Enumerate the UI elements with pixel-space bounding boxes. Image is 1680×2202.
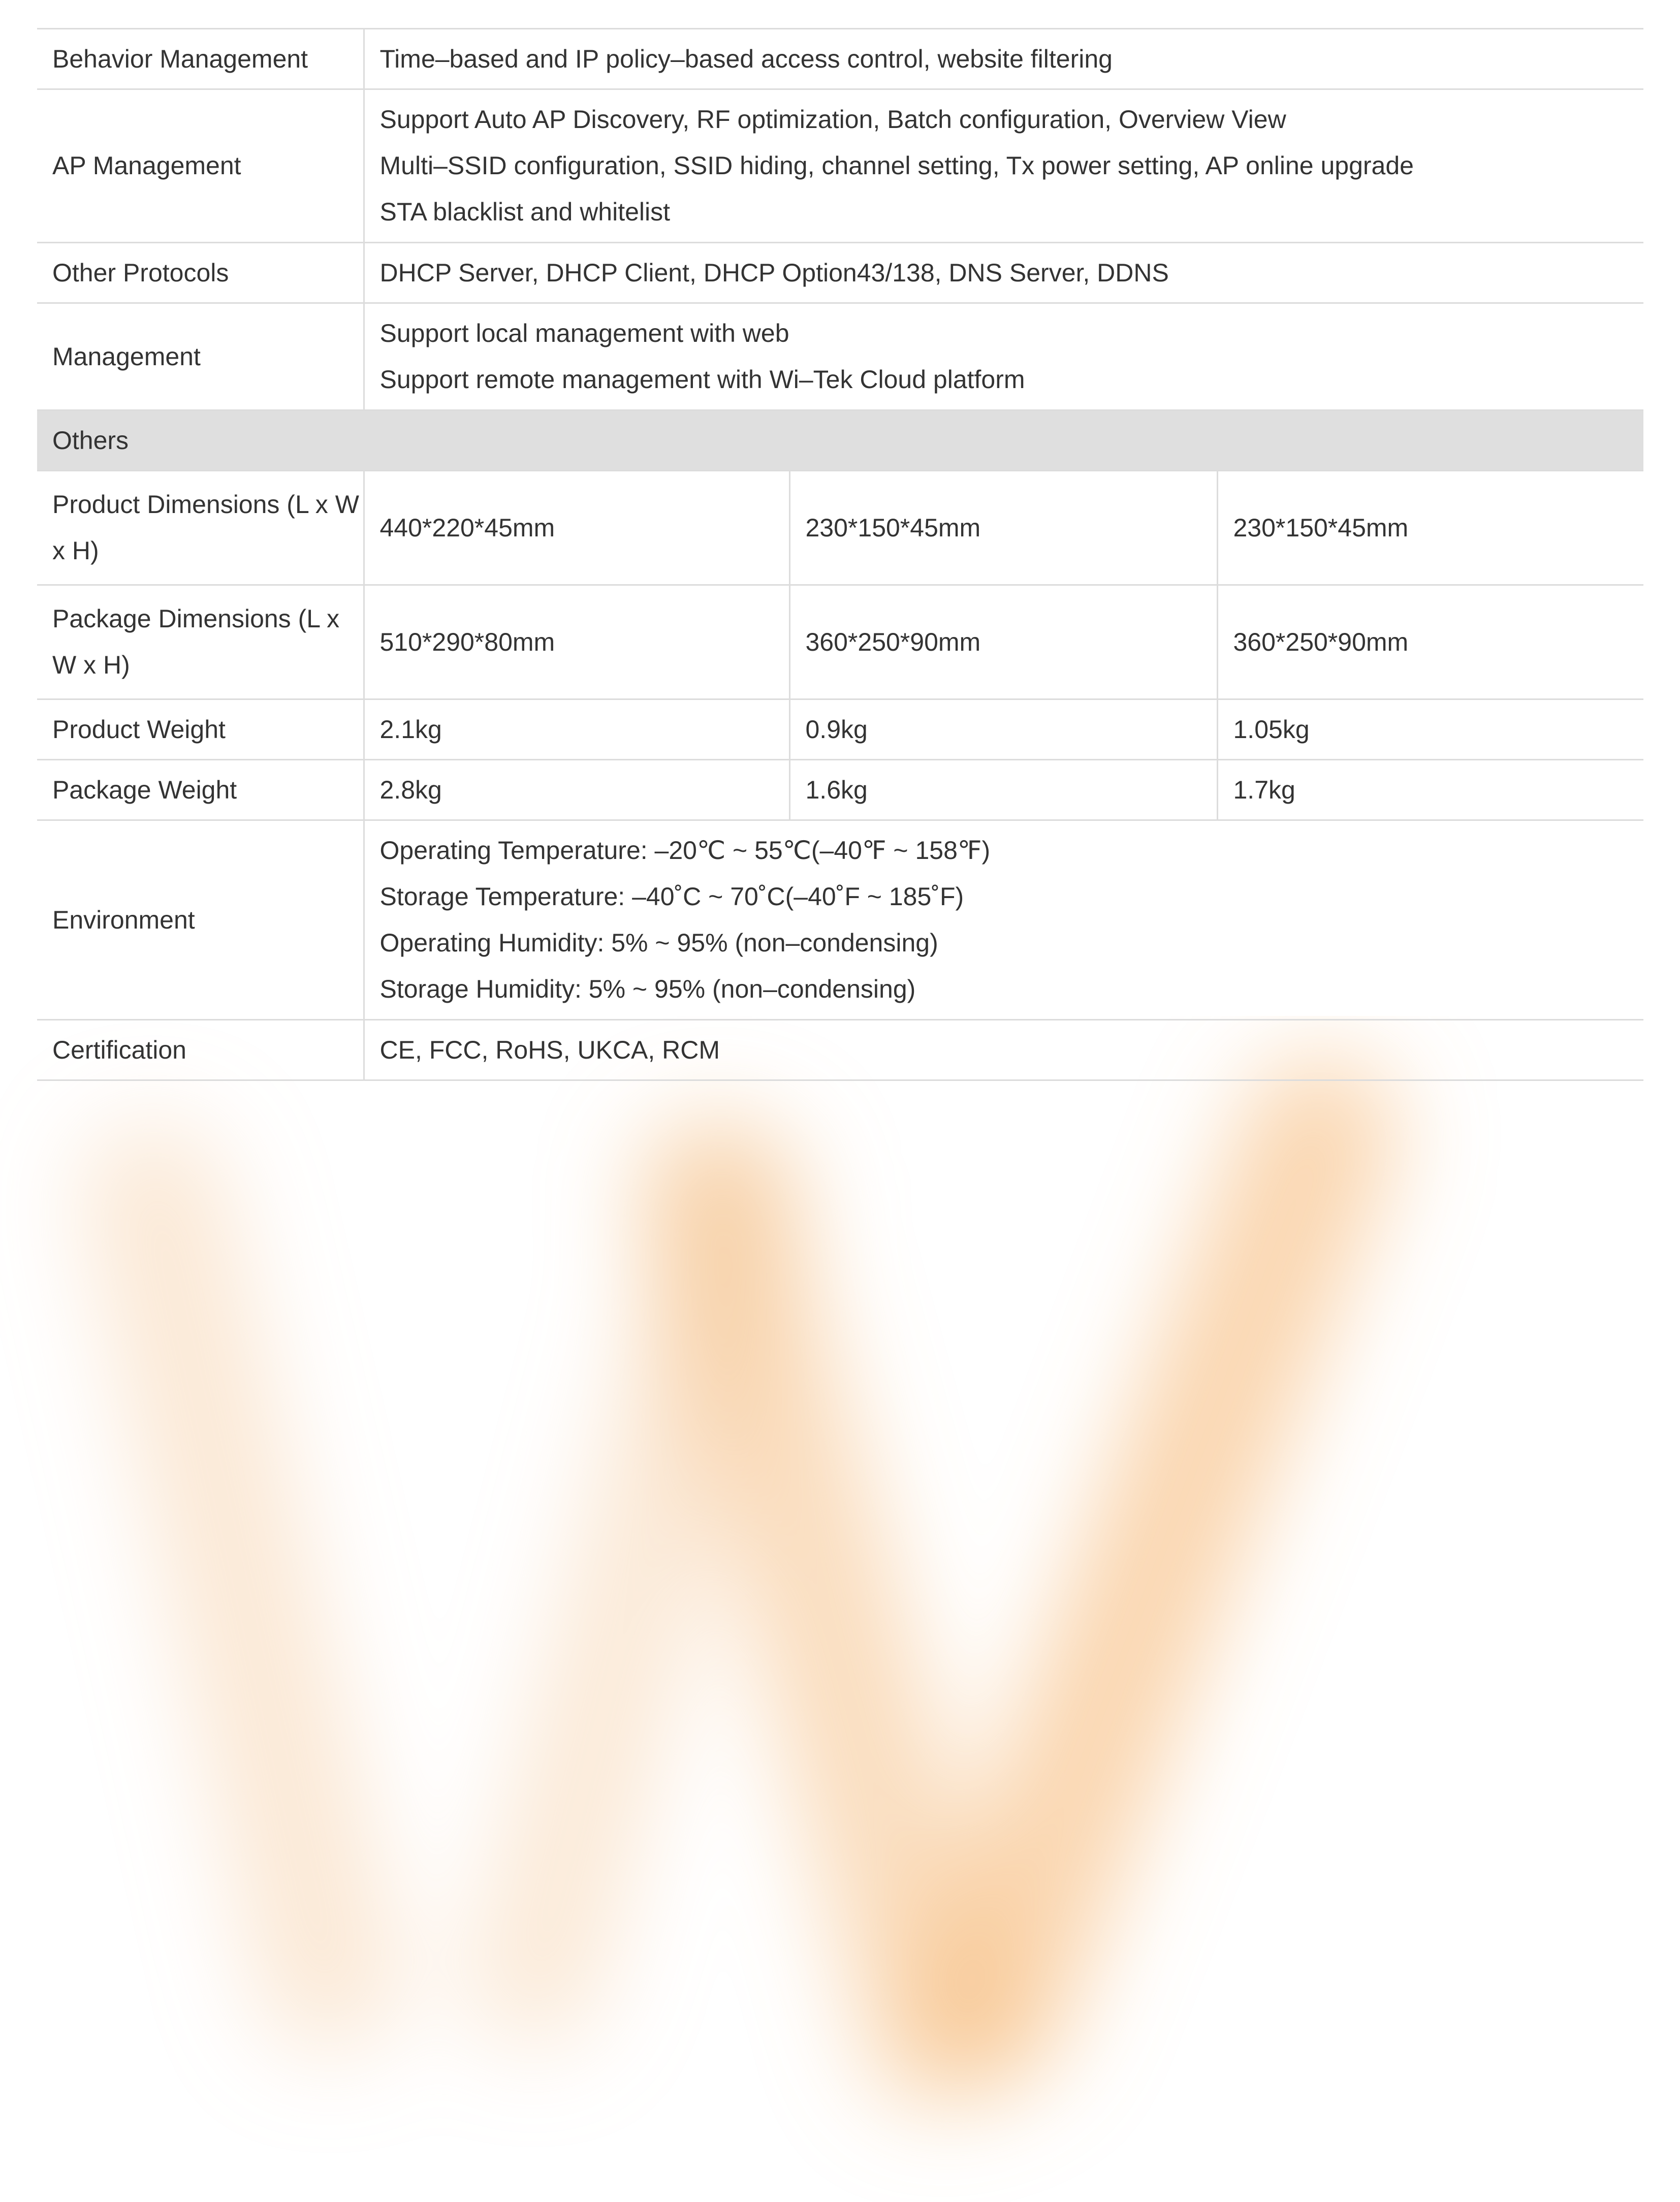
spec-row-ap-management [37,89,1643,243]
row-label: Package Weight [37,760,364,820]
spec-row-package-dimensions [37,585,1643,699]
row-value [364,89,1643,243]
row-label: Product Weight [37,699,364,760]
model-2-value: 230*150*45mm [789,471,1217,585]
w-logo-watermark-icon [0,1016,1680,2202]
value-line: Support local management with web [379,319,789,347]
model-3-value: 230*150*45mm [1217,471,1643,585]
spec-row-certification [37,1020,1643,1080]
spec-row-package-weight [37,760,1643,820]
row-value: CE, FCC, RoHS, UKCA, RCM [364,1020,1643,1080]
row-value [364,29,1643,89]
value-line: Operating Temperature: –20℃ ~ 55℃(–40℉ ~ 158℉) [379,836,991,865]
value-line: Time–based and IP policy–based access control, website filtering [379,44,1113,73]
model-3-value: 1.7kg [1217,760,1643,820]
model-1-value: 2.1kg [364,699,789,760]
spec-table [37,28,1643,1081]
spec-row-product-weight [37,699,1643,760]
section-header-others [37,410,1643,471]
value-line: Multi–SSID configuration, SSID hiding, channel setting, Tx power setting, AP online upgrade [379,151,1414,180]
model-3-value: 360*250*90mm [1217,585,1643,699]
row-label: Other Protocols [37,243,364,303]
row-value [364,820,1643,1020]
value-line: Support remote management with Wi–Tek Cloud platform [379,365,1025,394]
row-label: Certification [37,1020,364,1080]
value-line: DHCP Server, DHCP Client, DHCP Option43/138, DNS Server, DDNS [379,258,1169,287]
spec-row-environment [37,820,1643,1020]
row-label: Product Dimensions (L x W x H) [37,471,364,585]
row-value [364,303,1643,410]
model-2-value: 360*250*90mm [789,585,1217,699]
spec-row-behavior-management [37,29,1643,89]
model-2-value: 1.6kg [789,760,1217,820]
value-line: STA blacklist and whitelist [379,198,671,226]
value-line: Storage Humidity: 5% ~ 95% (non–condensing) [379,975,916,1003]
section-title: Others [37,410,1643,471]
spec-row-management [37,303,1643,410]
row-label: Environment [37,820,364,1020]
model-1-value: 440*220*45mm [364,471,789,585]
model-1-value: 510*290*80mm [364,585,789,699]
spec-row-product-dimensions [37,471,1643,585]
value-line: Operating Humidity: 5% ~ 95% (non–condensing) [379,929,938,957]
spec-row-other-protocols [37,243,1643,303]
row-label: Package Dimensions (L x W x H) [37,585,364,699]
model-1-value: 2.8kg [364,760,789,820]
row-label: Management [37,303,364,410]
row-value [364,243,1643,303]
model-2-value: 0.9kg [789,699,1217,760]
model-3-value: 1.05kg [1217,699,1643,760]
value-line: Support Auto AP Discovery, RF optimization, Batch configuration, Overview View [379,105,1286,134]
row-label: AP Management [37,89,364,243]
row-label: Behavior Management [37,29,364,89]
value-line: Storage Temperature: –40˚C ~ 70˚C(–40˚F ~ 185˚F) [379,882,964,911]
